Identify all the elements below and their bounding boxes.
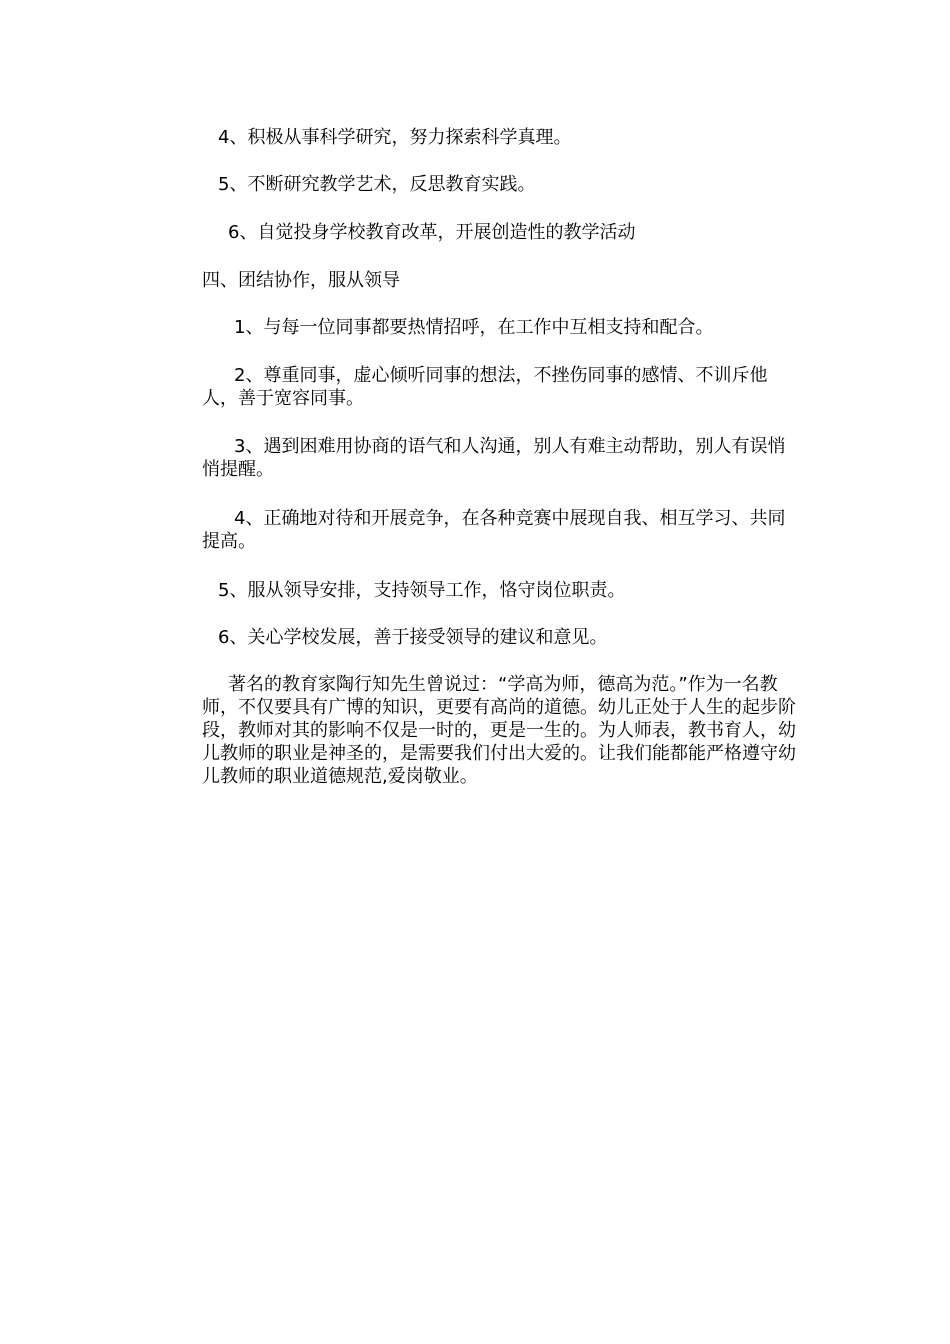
list-item: 4、积极从事科学研究，努力探索科学真理。 bbox=[218, 127, 572, 148]
list-item: 5、服从领导安排，支持领导工作，恪守岗位职责。 bbox=[218, 580, 626, 601]
list-item: 6、自觉投身学校教育改革，开展创造性的教学活动 bbox=[228, 222, 636, 243]
closing-paragraph: 著名的教育家陶行知先生曾说过：“学高为师，德高为范。”作为一名教师，不仅要具有广博的知识，更要有高尚的道德。幼儿正处于人生的起步阶段，教师对其的影响不仅是一时的，更是一生的。为人师表，教书育人，幼儿教师的职业是神圣的，是需要我们付出大爱的。让我们能都能严格遵守幼儿教师的职业道德规范,爱岗敬业。 bbox=[202, 674, 796, 787]
list-item: 5、不断研究教学艺术，反思教育实践。 bbox=[218, 174, 536, 195]
section-heading: 四、团结协作，服从领导 bbox=[202, 270, 400, 291]
list-item: 1、与每一位同事都要热情招呼，在工作中互相支持和配合。 bbox=[234, 317, 714, 338]
list-item: 3、遇到困难用协商的语气和人沟通，别人有难主动帮助，别人有误悄悄提醒。 bbox=[202, 436, 786, 480]
list-item: 6、关心学校发展，善于接受领导的建议和意见。 bbox=[218, 627, 608, 648]
list-item: 2、尊重同事，虚心倾听同事的想法，不挫伤同事的感情、不训斥他人，善于宽容同事。 bbox=[202, 365, 768, 409]
list-item: 4、正确地对待和开展竞争，在各种竞赛中展现自我、相互学习、共同提高。 bbox=[202, 508, 786, 552]
